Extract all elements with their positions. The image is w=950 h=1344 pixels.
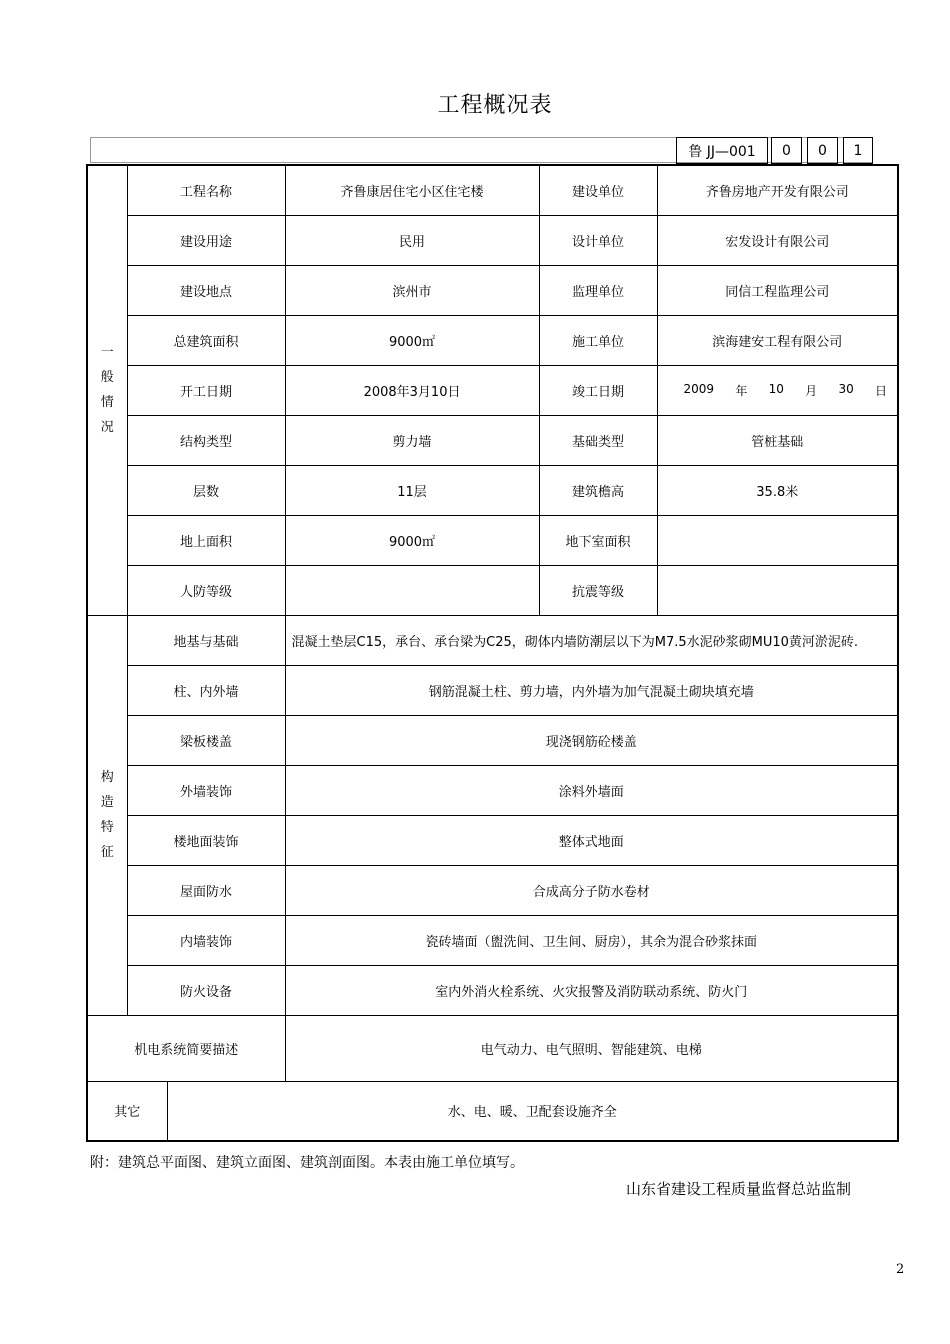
interior-finish-label: 内墙装饰 bbox=[127, 915, 285, 965]
supervisor-credit: 山东省建设工程质量监督总站监制 bbox=[626, 1180, 852, 1198]
structure-type-value: 剪力墙 bbox=[285, 415, 539, 465]
roof-waterproof-value: 合成高分子防水卷材 bbox=[285, 865, 898, 915]
civil-defense-value bbox=[285, 565, 539, 615]
walls-label: 柱、内外墙 bbox=[127, 665, 285, 715]
foundation-type-value: 管桩基础 bbox=[657, 415, 898, 465]
table-row bbox=[87, 515, 898, 565]
page-number: 2 bbox=[896, 1262, 905, 1277]
basement-area-value bbox=[657, 515, 898, 565]
start-date-label: 开工日期 bbox=[127, 365, 285, 415]
usage-label: 建设用途 bbox=[127, 215, 285, 265]
general-section-label: 一 般 情 况 bbox=[87, 165, 127, 615]
table-row bbox=[87, 1081, 898, 1141]
eave-height-value: 35.8米 bbox=[657, 465, 898, 515]
completion-date-value: 2009 年 10 月 30 日 bbox=[657, 365, 898, 415]
total-area-label: 总建筑面积 bbox=[127, 315, 285, 365]
completion-date-label: 竣工日期 bbox=[539, 365, 657, 415]
table-row bbox=[87, 715, 898, 765]
interior-finish-value: 瓷砖墙面（盥洗间、卫生间、厨房），其余为混合砂浆抹面 bbox=[285, 915, 898, 965]
foundation-label: 地基与基础 bbox=[127, 615, 285, 665]
above-ground-area-value: 9000㎡ bbox=[285, 515, 539, 565]
structure-type-label: 结构类型 bbox=[127, 415, 285, 465]
table-row bbox=[87, 315, 898, 365]
table-row bbox=[87, 565, 898, 615]
table-row bbox=[87, 615, 898, 665]
developer-value: 齐鲁房地产开发有限公司 bbox=[657, 165, 898, 215]
floor-finish-value: 整体式地面 bbox=[285, 815, 898, 865]
floor-slab-value: 现浇钢筋砼楼盖 bbox=[285, 715, 898, 765]
mep-label: 机电系统简要描述 bbox=[87, 1015, 285, 1081]
table-row bbox=[87, 1015, 898, 1081]
total-area-value: 9000㎡ bbox=[285, 315, 539, 365]
table-row bbox=[87, 165, 898, 215]
supervisor-unit-label: 监理单位 bbox=[539, 265, 657, 315]
floor-finish-label: 楼地面装饰 bbox=[127, 815, 285, 865]
contractor-label: 施工单位 bbox=[539, 315, 657, 365]
project-name-label: 工程名称 bbox=[127, 165, 285, 215]
table-row bbox=[87, 365, 898, 415]
form-digit-2: 0 bbox=[807, 137, 838, 164]
supervisor-unit-value: 同信工程监理公司 bbox=[657, 265, 898, 315]
exterior-finish-value: 涂料外墙面 bbox=[285, 765, 898, 815]
table-row bbox=[87, 815, 898, 865]
page-title: 工程概况表 bbox=[437, 93, 553, 118]
floor-slab-label: 梁板楼盖 bbox=[127, 715, 285, 765]
eave-height-label: 建筑檐高 bbox=[539, 465, 657, 515]
form-code: 鲁 JJ—001 bbox=[676, 137, 768, 164]
designer-label: 设计单位 bbox=[539, 215, 657, 265]
above-ground-area-label: 地上面积 bbox=[127, 515, 285, 565]
seismic-grade-value bbox=[657, 565, 898, 615]
table-row bbox=[87, 915, 898, 965]
other-label: 其它 bbox=[87, 1081, 167, 1141]
form-digit-3: 1 bbox=[843, 137, 873, 164]
table-row bbox=[87, 415, 898, 465]
floors-value: 11层 bbox=[285, 465, 539, 515]
form-digit-1: 0 bbox=[771, 137, 802, 164]
designer-value: 宏发设计有限公司 bbox=[657, 215, 898, 265]
other-value: 水、电、暖、卫配套设施齐全 bbox=[167, 1081, 898, 1141]
usage-value: 民用 bbox=[285, 215, 539, 265]
civil-defense-label: 人防等级 bbox=[127, 565, 285, 615]
project-name-value: 齐鲁康居住宅小区住宅楼 bbox=[285, 165, 539, 215]
contractor-value: 滨海建安工程有限公司 bbox=[657, 315, 898, 365]
table-row bbox=[87, 965, 898, 1015]
table-row bbox=[87, 865, 898, 915]
footnote: 附：建筑总平面图、建筑立面图、建筑剖面图。本表由施工单位填写。 bbox=[90, 1155, 524, 1171]
location-value: 滨州市 bbox=[285, 265, 539, 315]
location-label: 建设地点 bbox=[127, 265, 285, 315]
seismic-grade-label: 抗震等级 bbox=[539, 565, 657, 615]
start-date-value: 2008年3月10日 bbox=[285, 365, 539, 415]
floors-label: 层数 bbox=[127, 465, 285, 515]
exterior-finish-label: 外墙装饰 bbox=[127, 765, 285, 815]
fire-equipment-value: 室内外消火栓系统、火灾报警及消防联动系统、防火门 bbox=[285, 965, 898, 1015]
table-row bbox=[87, 665, 898, 715]
developer-label: 建设单位 bbox=[539, 165, 657, 215]
roof-waterproof-label: 屋面防水 bbox=[127, 865, 285, 915]
foundation-value: 混凝土垫层C15，承台、承台梁为C25，砌体内墙防潮层以下为M7.5水泥砂浆砌MU10黄河淤泥砖. bbox=[285, 615, 898, 665]
walls-value: 钢筋混凝土柱、剪力墙，内外墙为加气混凝土砌块填充墙 bbox=[285, 665, 898, 715]
table-row bbox=[87, 765, 898, 815]
foundation-type-label: 基础类型 bbox=[539, 415, 657, 465]
project-overview-table bbox=[86, 164, 899, 1142]
mep-value: 电气动力、电气照明、智能建筑、电梯 bbox=[285, 1015, 898, 1081]
structure-section-label: 构 造 特 征 bbox=[87, 615, 127, 1015]
table-row bbox=[87, 265, 898, 315]
table-row bbox=[87, 465, 898, 515]
fire-equipment-label: 防火设备 bbox=[127, 965, 285, 1015]
table-row bbox=[87, 215, 898, 265]
basement-area-label: 地下室面积 bbox=[539, 515, 657, 565]
